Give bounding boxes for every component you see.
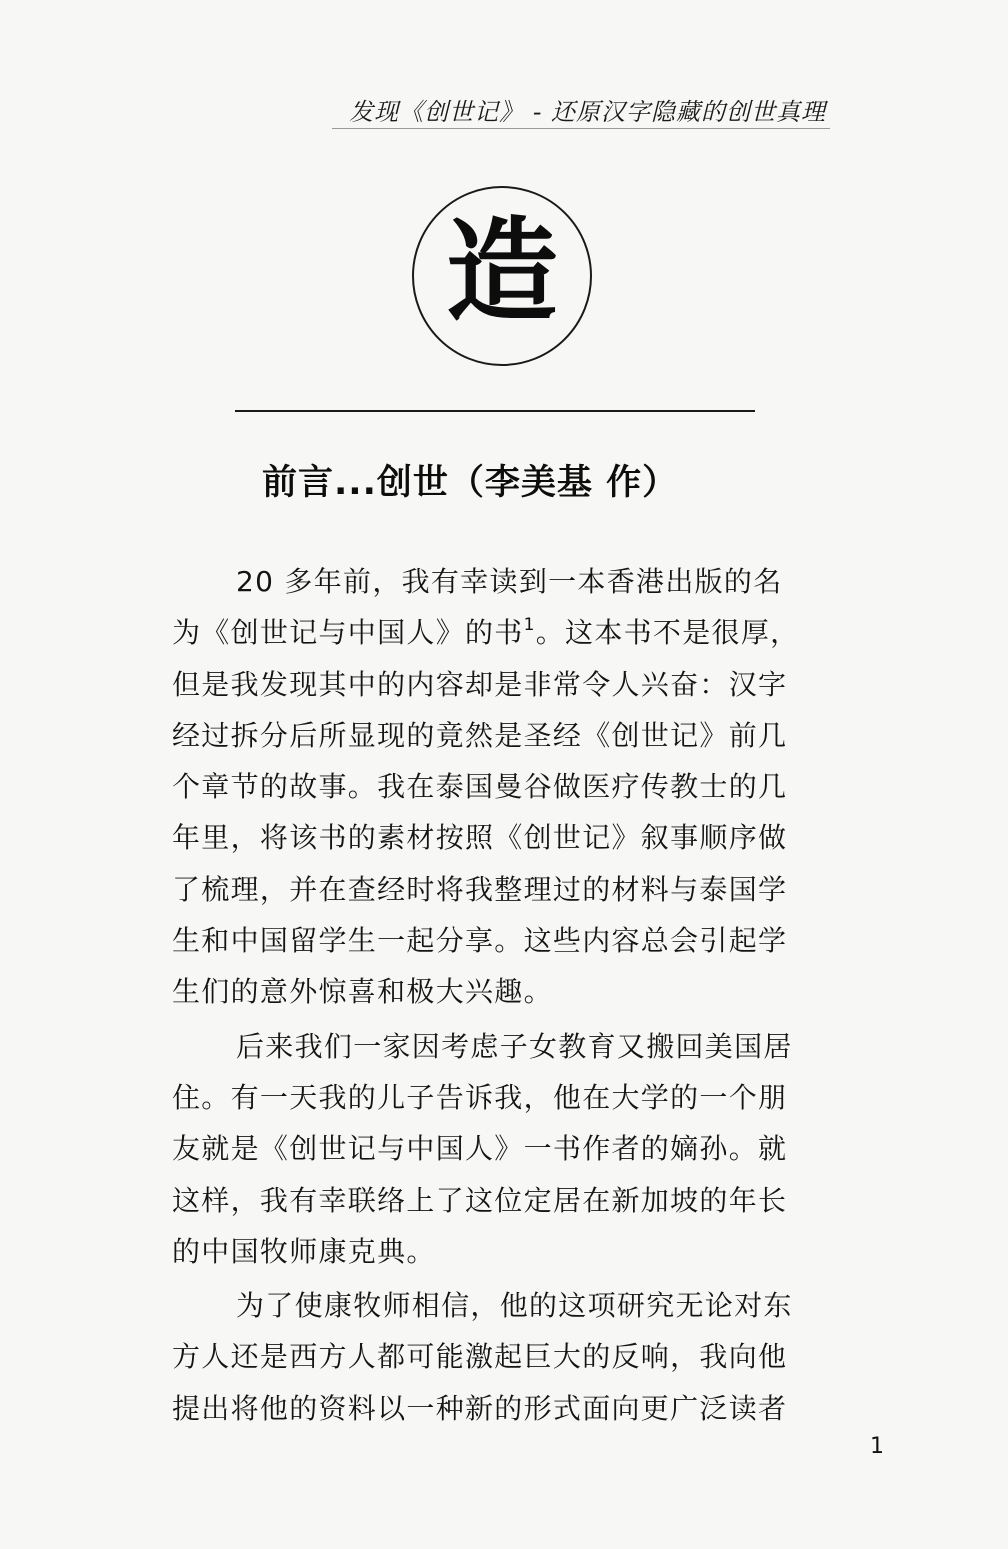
text-line: 方人还是西方人都可能激起巨大的反响，我向他 [172, 1340, 788, 1374]
text-segment: 。这本书不是很厚， [535, 616, 800, 650]
title-divider [235, 410, 755, 412]
text-line: 友就是《创世记与中国人》一书作者的嫡孙。就 [172, 1132, 788, 1166]
text-line: 个章节的故事。我在泰国曼谷做医疗传教士的几 [172, 770, 788, 804]
text-segment: 为《创世记与中国人》的书 [172, 616, 524, 650]
text-line: 后来我们一家因考虑子女教育又搬回美国居 [236, 1029, 793, 1063]
text-line: 经过拆分后所显现的竟然是圣经《创世记》前几 [172, 718, 788, 752]
page-number: 1 [870, 1434, 884, 1459]
header-divider [332, 128, 830, 129]
paragraph-3 [172, 1280, 820, 1434]
text-line: 20 多年前，我有幸读到一本香港出版的名 [236, 565, 783, 598]
seal-character: 造 [446, 207, 558, 337]
footnote-marker: 1 [523, 615, 536, 636]
character-seal [412, 186, 592, 366]
text-line: 提出将他的资料以一种新的形式面向更广泛读者 [172, 1391, 788, 1425]
text-line [172, 607, 820, 658]
chapter-title: 前言...创世（李美基 作） [262, 463, 679, 503]
body-text [172, 556, 820, 1434]
running-header: 发现《创世记》 - 还原汉字隐藏的创世真理 [349, 98, 826, 126]
text-line: 住。有一天我的儿子告诉我，他在大学的一个朋 [172, 1080, 788, 1114]
paragraph-2 [172, 1021, 820, 1277]
text-line: 为了使康牧师相信，他的这项研究无论对东 [236, 1289, 793, 1323]
text-line: 生们的意外惊喜和极大兴趣。 [172, 975, 553, 1009]
text-line: 的中国牧师康克典。 [172, 1234, 436, 1268]
text-line: 但是我发现其中的内容却是非常令人兴奋：汉字 [172, 667, 788, 701]
text-line: 生和中国留学生一起分享。这些内容总会引起学 [172, 924, 788, 958]
text-line: 这样，我有幸联络上了这位定居在新加坡的年长 [172, 1183, 788, 1217]
paragraph-1 [172, 556, 820, 1018]
text-line: 了梳理，并在查经时将我整理过的材料与泰国学 [172, 872, 788, 906]
text-line: 年里，将该书的素材按照《创世记》叙事顺序做 [172, 821, 788, 855]
